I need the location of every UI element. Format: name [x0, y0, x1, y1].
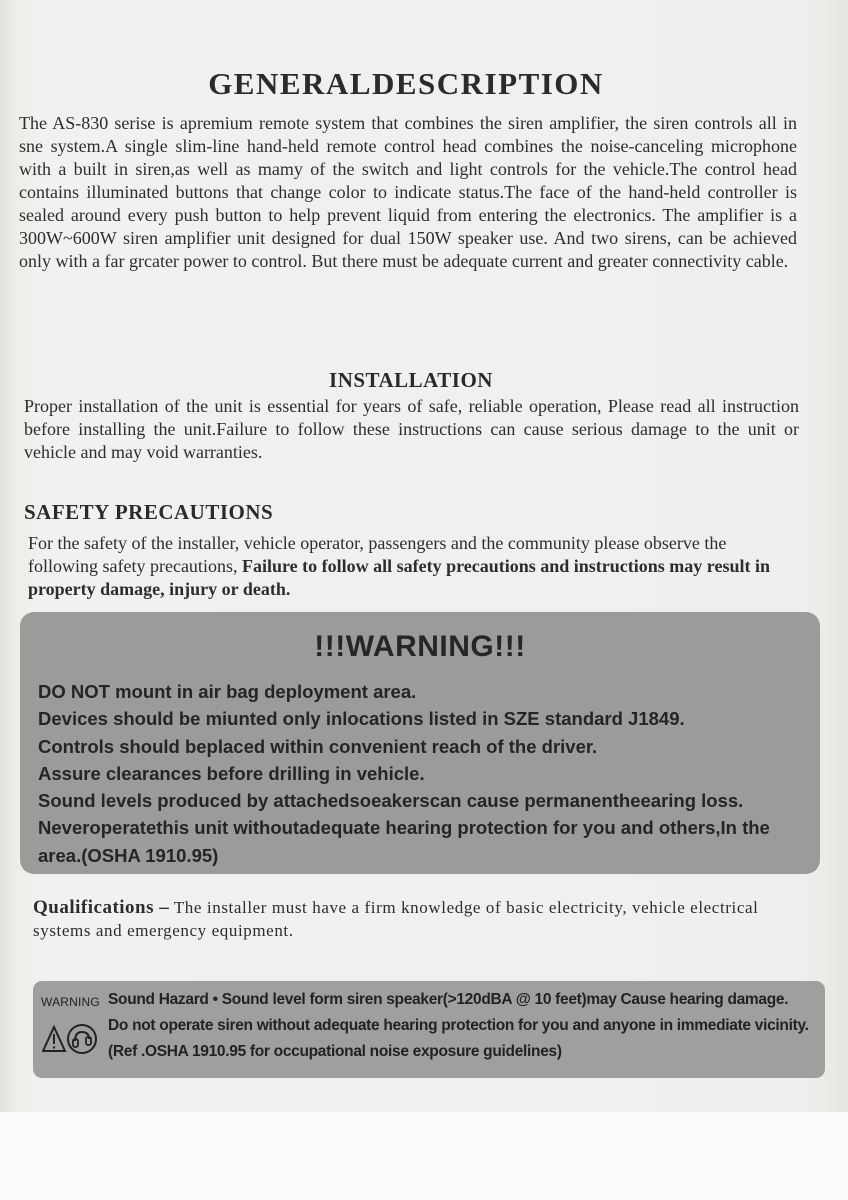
- qualifications-text: The installer must have a firm knowledge of basic electricity, vehicle electrical systems and emergency equipment.: [33, 898, 759, 940]
- hazard-line-1: Sound Hazard • Sound level form siren speaker(>120dBA @ 10 feet)may Cause hearing damage.: [108, 991, 789, 1008]
- hazard-line-3: (Ref .OSHA 1910.95 for occupational noise exposure guidelines): [108, 1043, 562, 1060]
- hazard-line-2: Do not operate siren without adequate hearing protection for you and anyone in immediate vicinity.: [108, 1017, 809, 1034]
- warning-item: Devices should be miunted only inlocations listed in SZE standard J1849.: [38, 708, 685, 730]
- warning-item: Sound levels produced by attachedsoeakerscan cause permanentheearing loss.: [38, 790, 744, 812]
- qualifications: [33, 896, 793, 942]
- warning-triangle-icon: [43, 1027, 65, 1051]
- safety-text: [28, 532, 788, 601]
- hazard-icons: [42, 1019, 102, 1059]
- installation-heading: INSTALLATION: [329, 368, 493, 392]
- safety-text-bold: Failure to follow all safety precautions and instructions may result in property damage, injury or death.: [28, 556, 770, 599]
- safety-heading: SAFETY PRECAUTIONS: [24, 500, 274, 524]
- hearing-protection-icon: [68, 1025, 96, 1053]
- warning-item: Controls should beplaced within convenient reach of the driver.: [38, 735, 598, 757]
- warning-box: [20, 612, 820, 874]
- warning-item: Neveroperatethis unit withoutadequate hearing protection for you and others,In the area.(OSHA 1910.95): [38, 817, 770, 866]
- safety-text-regular: For the safety of the installer, vehicle operator, passengers and the community please observe the following safety precautions,: [28, 533, 727, 576]
- warning-item: DO NOT mount in air bag deployment area.: [38, 681, 417, 702]
- qualifications-label: Qualifications –: [33, 897, 170, 918]
- sound-hazard-box: [33, 981, 825, 1078]
- warning-list: [38, 678, 818, 869]
- installation-text: Proper installation of the unit is essential for years of safe, reliable operation, Please read all instruction before installing the unit.Failure to follow these instructions can cause serious damage to the unit or vehicle and may void warranties.: [24, 396, 799, 462]
- document-title: GENERALDESCRIPTION: [208, 66, 604, 101]
- hazard-warning-label: WARNING: [41, 995, 100, 1009]
- general-description-text: The AS-830 serise is apremium remote system that combines the siren amplifier, the siren controls all in sne system.A single slim-line hand-held remote control head combines the noise-canceling microphone with a built in siren,as well as mamy of the switch and light controls for the vehicle.The control head contains illuminated buttons that change color to indicate status.The face of the hand-held controller is sealed around every push button to help prevent liquid from entering the electronics. The amplifier is a 300W~600W siren amplifier unit designed for dual 150W speaker use. And two sirens, can be achieved only with a far grcater power to control. But there must be adequate current and greater connectivity cable.: [19, 113, 797, 271]
- page-margin: [0, 1112, 848, 1200]
- warning-title: !!!WARNING!!!: [314, 630, 526, 663]
- warning-item: Assure clearances before drilling in vehicle.: [38, 762, 425, 784]
